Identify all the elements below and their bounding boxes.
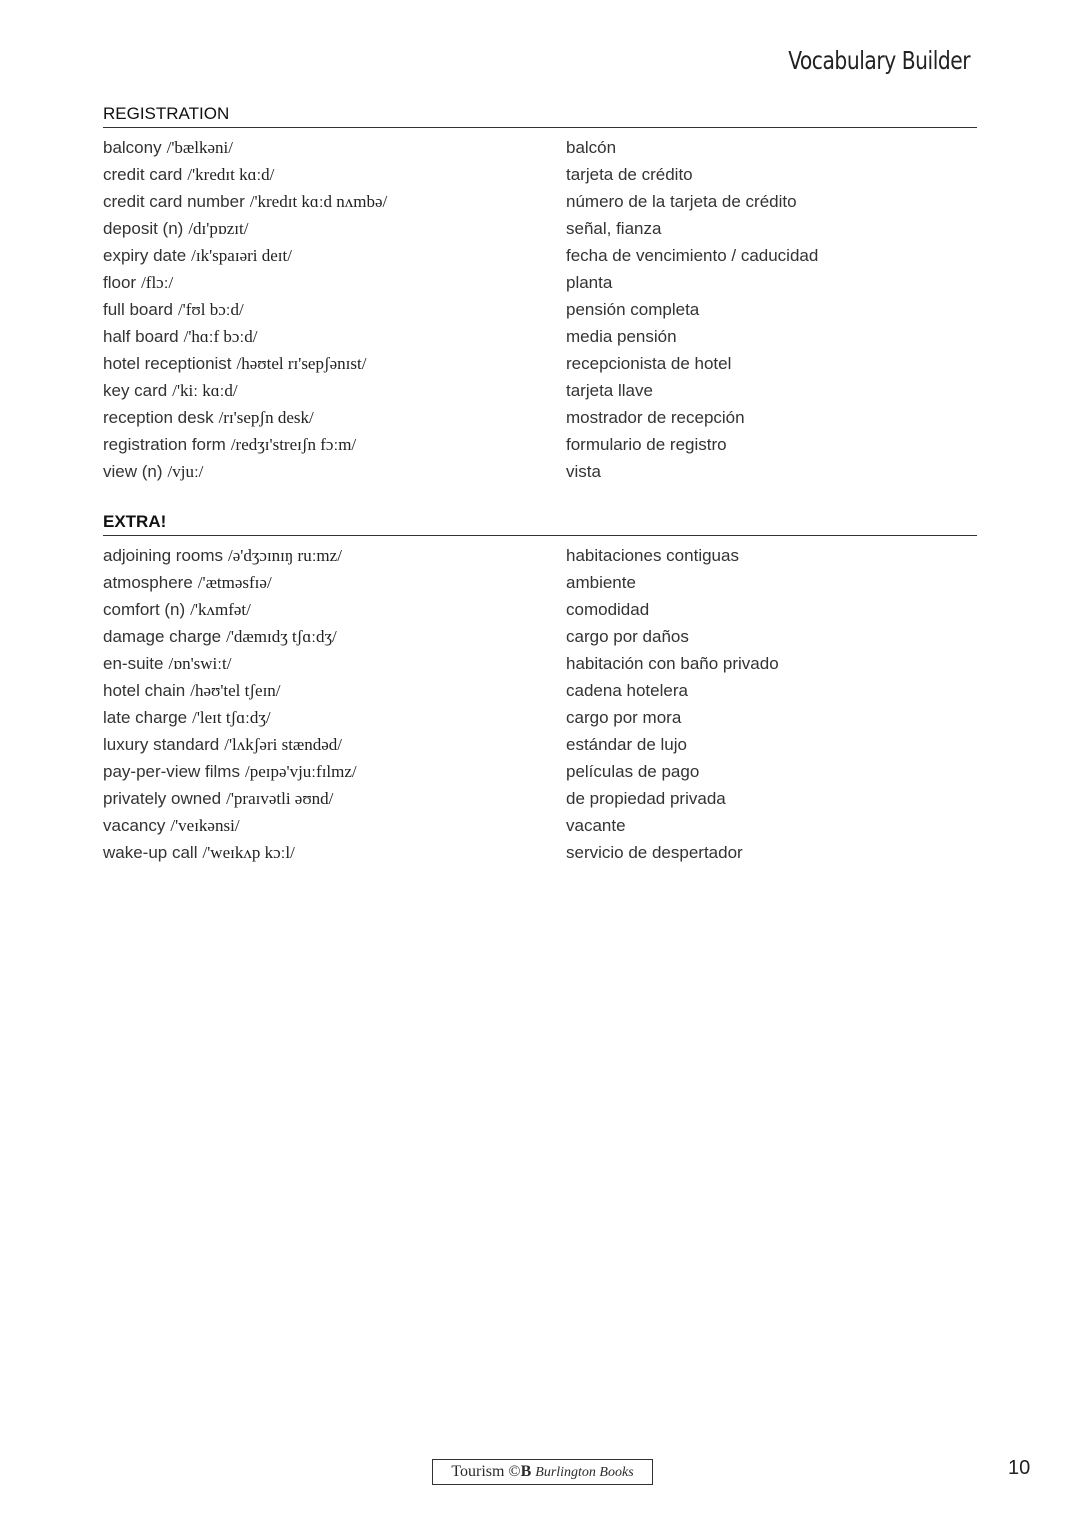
- vocab-term: floor: [103, 273, 137, 292]
- vocab-term: luxury standard: [103, 735, 220, 754]
- vocab-pronunciation: /vjuː/: [167, 462, 204, 481]
- vocab-term: wake-up call: [103, 843, 198, 862]
- vocab-pronunciation: /'lʌkʃəri stændəd/: [224, 735, 343, 754]
- vocab-term: comfort (n): [103, 600, 186, 619]
- vocab-row: [103, 215, 977, 242]
- vocab-row: [103, 458, 977, 485]
- vocab-translation: cargo por daños: [566, 627, 689, 646]
- vocab-translation: de propiedad privada: [566, 789, 726, 808]
- vocab-row: [103, 404, 977, 431]
- vocab-row: [103, 296, 977, 323]
- vocab-term-cell: [103, 623, 566, 650]
- vocab-term: key card: [103, 381, 168, 400]
- vocab-translation: pensión completa: [566, 300, 700, 319]
- vocab-pronunciation: /'kiː kɑːd/: [172, 381, 238, 400]
- vocab-row: [103, 134, 977, 161]
- vocab-pronunciation: /həʊ'tel tʃeɪn/: [190, 681, 281, 700]
- vocab-translation: películas de pago: [566, 762, 700, 781]
- vocab-row: [103, 542, 977, 569]
- vocab-term-cell: [103, 242, 566, 269]
- vocab-term: half board: [103, 327, 179, 346]
- vocab-term-cell: [103, 296, 566, 323]
- vocab-term: balcony: [103, 138, 162, 157]
- vocab-translation: tarjeta llave: [566, 381, 653, 400]
- vocab-pronunciation: /'leɪt tʃɑːdʒ/: [192, 708, 271, 727]
- vocab-term-cell: [103, 134, 566, 161]
- vocab-term-cell: [103, 404, 566, 431]
- vocab-row: [103, 812, 977, 839]
- vocab-pronunciation: /'dæmɪdʒ tʃɑːdʒ/: [226, 627, 337, 646]
- vocab-term-cell: [103, 458, 566, 485]
- vocab-pronunciation: /'weɪkʌp kɔːl/: [202, 843, 295, 862]
- vocab-row: [103, 161, 977, 188]
- section-extra: [103, 511, 977, 866]
- vocab-term-cell: [103, 758, 566, 785]
- vocab-term-cell: [103, 215, 566, 242]
- vocab-term: atmosphere: [103, 573, 193, 592]
- vocab-translation: formulario de registro: [566, 435, 727, 454]
- vocab-translation: tarjeta de crédito: [566, 165, 693, 184]
- vocab-term-cell: [103, 161, 566, 188]
- vocab-translation: cadena hotelera: [566, 681, 688, 700]
- vocab-pronunciation: /dɪ'pɒzɪt/: [188, 219, 249, 238]
- vocab-term-cell: [103, 431, 566, 458]
- vocab-translation: vista: [566, 462, 601, 481]
- vocab-pronunciation: /ə'dʒɔɪnɪŋ ruːmz/: [228, 546, 342, 565]
- vocab-term-cell: [103, 650, 566, 677]
- vocab-term: full board: [103, 300, 173, 319]
- vocab-row: [103, 569, 977, 596]
- vocab-term: credit card number: [103, 192, 245, 211]
- vocab-translation: mostrador de recepción: [566, 408, 745, 427]
- vocab-pronunciation: /'praɪvətli əʊnd/: [226, 789, 334, 808]
- vocab-term: late charge: [103, 708, 188, 727]
- vocab-row: [103, 758, 977, 785]
- vocab-translation: fecha de vencimiento / caducidad: [566, 246, 819, 265]
- vocab-term: hotel chain: [103, 681, 186, 700]
- vocab-translation: número de la tarjeta de crédito: [566, 192, 797, 211]
- vocab-pronunciation: /peɪpə'vjuːfɪlmz/: [244, 762, 357, 781]
- footer-book: Tourism ©: [451, 1463, 521, 1480]
- vocab-term: pay-per-view films: [103, 762, 240, 781]
- vocab-pronunciation: /'hɑːf bɔːd/: [183, 327, 258, 346]
- vocab-pronunciation: /'veɪkənsi/: [170, 816, 240, 835]
- vocab-pronunciation: /flɔː/: [141, 273, 174, 292]
- vocab-term-cell: [103, 677, 566, 704]
- vocab-row: [103, 596, 977, 623]
- vocab-translation: vacante: [566, 816, 626, 835]
- vocab-term: hotel receptionist: [103, 354, 232, 373]
- vocab-term: expiry date: [103, 246, 187, 265]
- vocab-row: [103, 431, 977, 458]
- vocab-term: reception desk: [103, 408, 214, 427]
- vocab-term: registration form: [103, 435, 226, 454]
- section-divider: [103, 535, 977, 536]
- vocab-term: adjoining rooms: [103, 546, 224, 565]
- vocab-translation: ambiente: [566, 573, 636, 592]
- vocab-translation: recepcionista de hotel: [566, 354, 732, 373]
- vocab-pronunciation: /'kredɪt kɑːd nʌmbə/: [249, 192, 388, 211]
- vocab-row: [103, 839, 977, 866]
- vocab-row: [103, 785, 977, 812]
- section-title: EXTRA!: [103, 512, 167, 531]
- vocab-translation: cargo por mora: [566, 708, 682, 727]
- vocab-translation: señal, fianza: [566, 219, 662, 238]
- vocab-row: [103, 623, 977, 650]
- vocab-pronunciation: /'kʌmfət/: [190, 600, 251, 619]
- vocab-term-cell: [103, 323, 566, 350]
- vocab-term-cell: [103, 596, 566, 623]
- vocab-translation: habitaciones contiguas: [566, 546, 739, 565]
- vocab-term-cell: [103, 542, 566, 569]
- vocab-row: [103, 188, 977, 215]
- footer-copyright: [432, 1459, 653, 1485]
- vocab-pronunciation: /ɒn'swiːt/: [168, 654, 232, 673]
- section-registration: [103, 103, 977, 485]
- vocab-pronunciation: /ɪk'spaɪəri deɪt/: [191, 246, 292, 265]
- vocab-term-cell: [103, 350, 566, 377]
- footer-publisher: Burlington Books: [535, 1465, 634, 1480]
- vocab-row: [103, 377, 977, 404]
- page-header-title: Vocabulary Builder: [788, 46, 970, 75]
- vocab-row: [103, 677, 977, 704]
- vocab-pronunciation: /'fʊl bɔːd/: [177, 300, 244, 319]
- vocab-translation: servicio de despertador: [566, 843, 743, 862]
- vocab-term-cell: [103, 785, 566, 812]
- vocab-term-cell: [103, 269, 566, 296]
- vocab-term-cell: [103, 731, 566, 758]
- publisher-logo: B: [520, 1463, 532, 1480]
- page-number: 10: [1008, 1457, 1031, 1479]
- vocab-pronunciation: /'ætməsfɪə/: [197, 573, 272, 592]
- vocab-term-cell: [103, 839, 566, 866]
- vocab-term: credit card: [103, 165, 183, 184]
- vocab-pronunciation: /'kredɪt kɑːd/: [187, 165, 275, 184]
- vocab-translation: balcón: [566, 138, 617, 157]
- vocab-term: privately owned: [103, 789, 222, 808]
- vocab-term: damage charge: [103, 627, 222, 646]
- vocab-translation: planta: [566, 273, 613, 292]
- section-title: REGISTRATION: [103, 104, 230, 123]
- vocab-term: vacancy: [103, 816, 166, 835]
- section-divider: [103, 127, 977, 128]
- vocab-term: en-suite: [103, 654, 164, 673]
- vocab-pronunciation: /həʊtel rɪ'sepʃənɪst/: [236, 354, 367, 373]
- vocab-row: [103, 350, 977, 377]
- vocab-row: [103, 650, 977, 677]
- vocab-translation: media pensión: [566, 327, 677, 346]
- vocab-translation: habitación con baño privado: [566, 654, 779, 673]
- vocab-term-cell: [103, 812, 566, 839]
- vocab-pronunciation: /redʒɪ'streɪʃn fɔːm/: [230, 435, 357, 454]
- vocab-row: [103, 704, 977, 731]
- vocab-term-cell: [103, 704, 566, 731]
- vocab-term-cell: [103, 188, 566, 215]
- vocab-pronunciation: /'bælkəni/: [166, 138, 233, 157]
- vocab-pronunciation: /rɪ'sepʃn desk/: [218, 408, 314, 427]
- vocab-term: view (n): [103, 462, 163, 481]
- vocab-term-cell: [103, 569, 566, 596]
- vocab-translation: comodidad: [566, 600, 650, 619]
- vocab-row: [103, 323, 977, 350]
- vocab-term: deposit (n): [103, 219, 184, 238]
- vocab-row: [103, 269, 977, 296]
- vocab-term-cell: [103, 377, 566, 404]
- vocab-row: [103, 242, 977, 269]
- vocab-translation: estándar de lujo: [566, 735, 687, 754]
- vocab-row: [103, 731, 977, 758]
